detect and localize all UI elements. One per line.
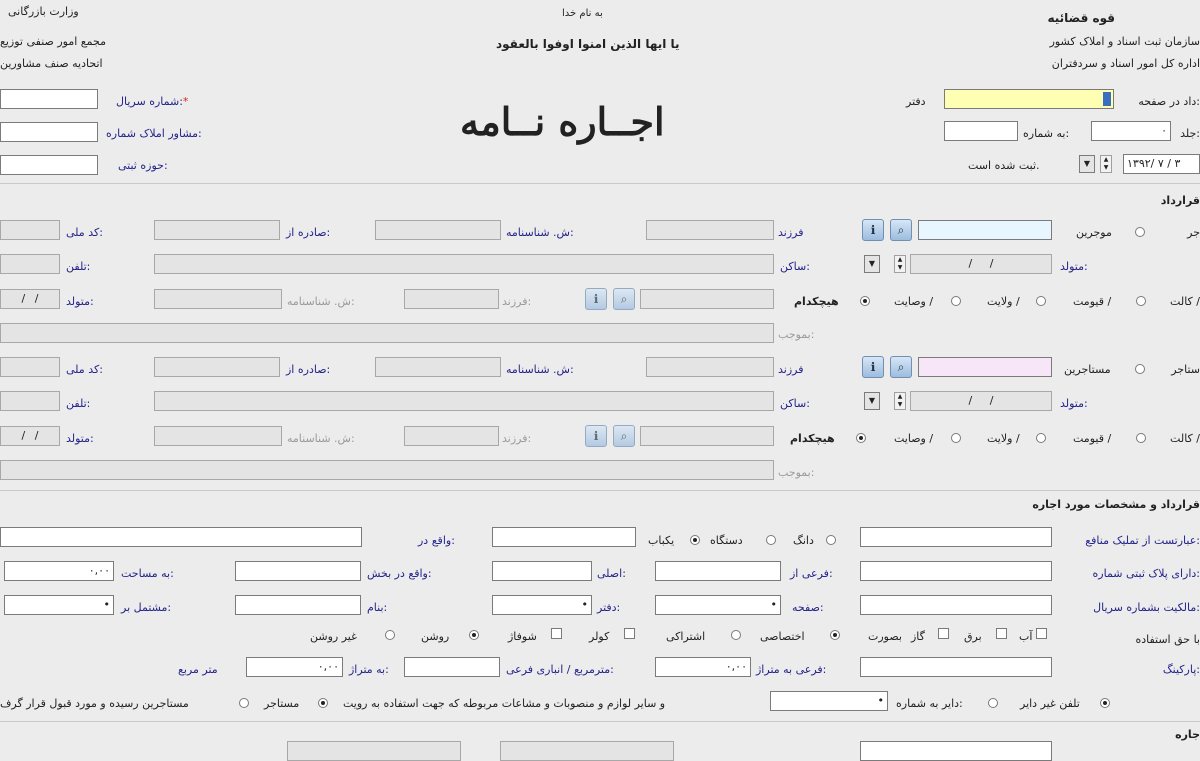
yekbab-radio[interactable] bbox=[690, 535, 700, 545]
tenant-name-input[interactable] bbox=[918, 357, 1052, 377]
tenant-rep-motavalled-input: / / bbox=[0, 426, 60, 446]
anbari-metraj-input[interactable]: ۰,۰۰ bbox=[246, 657, 343, 677]
masahat-input[interactable]: ۰,۰۰ bbox=[4, 561, 114, 581]
landlord-name-input[interactable] bbox=[918, 220, 1052, 240]
shenasname-label: ش. شناسنامه: bbox=[506, 226, 574, 239]
verse-text: یا ایها الذین امنوا اوفوا بالعقود bbox=[496, 37, 680, 51]
rep-farzand-label: فرزند: bbox=[502, 295, 532, 308]
info-icon[interactable]: ℹ bbox=[862, 219, 884, 241]
registry-org-line: سازمان ثبت اسناد و املاک کشور bbox=[1049, 35, 1200, 48]
tenant-rep-vesayat-label: وصایت / bbox=[894, 432, 934, 445]
saken-label: ساکن: bbox=[780, 260, 810, 273]
date-dropdown-icon[interactable]: ▼ bbox=[864, 392, 880, 410]
benam-input[interactable] bbox=[235, 595, 361, 615]
info-icon[interactable]: ℹ bbox=[585, 288, 607, 310]
bismillah-text: به نام خدا bbox=[562, 8, 603, 19]
pelak-label: دارای پلاک ثبتی شماره: bbox=[1092, 567, 1200, 580]
bemojeb-label: بموجب: bbox=[778, 328, 815, 341]
property-heading: قرارداد و مشخصات مورد اجاره bbox=[1032, 498, 1200, 511]
vaghe-dar-input[interactable] bbox=[0, 527, 362, 547]
tenant-motavalled-input[interactable]: / / bbox=[910, 391, 1052, 411]
tel-number-select[interactable]: • bbox=[770, 691, 888, 711]
rent-input[interactable] bbox=[860, 741, 1052, 761]
tel-ghair-radio[interactable] bbox=[1100, 698, 1110, 708]
tenant-rep-motavalled-label: متولد: bbox=[66, 432, 94, 445]
dang-radio[interactable] bbox=[826, 535, 836, 545]
tel-dayer-label: دایر به شماره: bbox=[896, 697, 963, 710]
rep-name-input bbox=[640, 289, 774, 309]
serial-input[interactable] bbox=[0, 89, 98, 109]
registry-area-label: حوزه ثبتی: bbox=[118, 159, 168, 172]
daftar-label: دفتر bbox=[906, 95, 926, 108]
tenants-radio[interactable] bbox=[1135, 364, 1145, 374]
tenant-shenasname-label: ش. شناسنامه: bbox=[506, 363, 574, 376]
info-icon[interactable]: ℹ bbox=[585, 425, 607, 447]
bakhsh-input[interactable] bbox=[235, 561, 361, 581]
code-melli-label: کد ملی: bbox=[66, 226, 103, 239]
sadere-input[interactable] bbox=[154, 220, 280, 240]
yekbab-label: یکباب bbox=[648, 534, 675, 547]
rep-vesayat-label: وصایت / bbox=[894, 295, 934, 308]
rep-vekalat-radio[interactable] bbox=[1136, 296, 1146, 306]
tel-ghair-label: تلفن غیر دایر bbox=[1020, 697, 1080, 710]
moshtamel-label: مشتمل بر: bbox=[121, 601, 172, 614]
tenant-address-input[interactable] bbox=[154, 391, 774, 411]
safhe-select[interactable]: • bbox=[655, 595, 781, 615]
ebarat-label: عبارتست از تملیک منافع: bbox=[1085, 534, 1200, 547]
daftar-field-label: دفتر: bbox=[597, 601, 621, 614]
tenant-shenasname-input[interactable] bbox=[375, 357, 501, 377]
ekhtesasi-label: اختصاصی bbox=[760, 630, 805, 643]
rep-ghaymumat-label: قیومت / bbox=[1073, 295, 1112, 308]
tenant-sadere-label: صادره از: bbox=[286, 363, 331, 376]
eshteraki-label: اشتراکی bbox=[666, 630, 706, 643]
daftar-select[interactable]: • bbox=[492, 595, 592, 615]
date-dropdown-icon[interactable]: ▼ bbox=[1079, 155, 1095, 173]
rep-velayat-radio[interactable] bbox=[951, 296, 961, 306]
benam-label: بنام: bbox=[367, 601, 388, 614]
malekiat-input[interactable] bbox=[860, 595, 1052, 615]
consultants-union-text: اتحادیه صنف مشاورین bbox=[0, 57, 103, 70]
tenant-rep-none-radio[interactable] bbox=[856, 433, 866, 443]
tenant-sadere-input[interactable] bbox=[154, 357, 280, 377]
tenant-bemojeb-label: بموجب: bbox=[778, 466, 815, 479]
farei-metraj-label: فرعی به متراژ: bbox=[756, 663, 827, 676]
rep-none-radio[interactable] bbox=[860, 296, 870, 306]
motavalled-label: متولد: bbox=[1060, 260, 1088, 273]
pelak-input[interactable] bbox=[860, 561, 1052, 581]
gheir-roshan-radio[interactable] bbox=[385, 630, 395, 640]
rent-date-input-1[interactable] bbox=[500, 741, 674, 761]
tenant-rep-velayat-label: ولایت / bbox=[987, 432, 1020, 445]
tenant-rep-velayat-radio[interactable] bbox=[951, 433, 961, 443]
guild-assembly-text: مجمع امور صنفی توزیع bbox=[0, 35, 107, 48]
shenasname-input[interactable] bbox=[375, 220, 501, 240]
jeld-input[interactable]: ۰ bbox=[1091, 121, 1171, 141]
tenant-rep-vekalat-radio[interactable] bbox=[1136, 433, 1146, 443]
ab-label: آب bbox=[1019, 630, 1033, 643]
consultant-input[interactable] bbox=[0, 122, 98, 142]
jeld-label: جلد: bbox=[1180, 127, 1200, 140]
mostajer-label: مستاجر bbox=[264, 697, 300, 710]
tenant-side-label: ستاجر bbox=[1171, 363, 1200, 376]
shofaj-label: شوفاژ bbox=[508, 630, 537, 643]
asli-label: اصلی: bbox=[597, 567, 626, 580]
tenant-rep-farzand-label: فرزند: bbox=[502, 432, 532, 445]
ab-checkbox[interactable] bbox=[1036, 628, 1047, 639]
tenant-rep-vekalat-label: کالت / bbox=[1170, 432, 1200, 445]
rent-heading: جاره bbox=[1175, 728, 1200, 741]
mostajerin-radio[interactable] bbox=[239, 698, 249, 708]
date-input[interactable]: ۱۳۹۲/ ۷ / ۳ bbox=[1123, 154, 1200, 174]
eshteraki-radio[interactable] bbox=[731, 630, 741, 640]
asli-input[interactable] bbox=[492, 561, 592, 581]
tenants-radio-label: مستاجرین bbox=[1064, 363, 1111, 376]
mostajerin-text: مستاجرین رسیده و مورد قبول قرار گرف bbox=[0, 697, 189, 710]
parking-label: پارکینگ: bbox=[1162, 663, 1200, 676]
tenant-motavalled-label: متولد: bbox=[1060, 397, 1088, 410]
gaz-checkbox[interactable] bbox=[938, 628, 949, 639]
serial-label: شماره سریال:* bbox=[116, 95, 189, 108]
tenant-farzand-input[interactable] bbox=[646, 357, 774, 377]
date-spinner-icon[interactable]: ▲ ▼ bbox=[894, 255, 906, 273]
date-spinner-icon[interactable]: ▲ ▼ bbox=[1100, 155, 1112, 173]
text-cursor-icon bbox=[1103, 92, 1111, 106]
tenant-saken-label: ساکن: bbox=[780, 397, 810, 410]
rep-velayat-label: ولایت / bbox=[987, 295, 1020, 308]
rent-date-input-2[interactable] bbox=[287, 741, 461, 761]
info-icon[interactable]: ℹ bbox=[862, 356, 884, 378]
search-icon[interactable]: ⌕ bbox=[890, 356, 912, 378]
gheir-roshan-label: غیر روشن bbox=[310, 630, 357, 643]
tenant-rep-ghaymumat-radio[interactable] bbox=[1036, 433, 1046, 443]
parking-input[interactable] bbox=[860, 657, 1052, 677]
farzand-input[interactable] bbox=[646, 220, 774, 240]
anbari-input[interactable] bbox=[404, 657, 500, 677]
tenant-rep-name-input bbox=[640, 426, 774, 446]
tenant-code-melli-label: کد ملی: bbox=[66, 363, 103, 376]
safhe-label: صفحه: bbox=[792, 601, 824, 614]
tenant-bemojeb-input bbox=[0, 460, 774, 480]
farei-az-label: فرعی از: bbox=[790, 567, 833, 580]
be-shomare-label: به شماره: bbox=[1023, 127, 1070, 140]
rep-shenasname-input bbox=[154, 289, 282, 309]
search-icon[interactable]: ⌕ bbox=[890, 219, 912, 241]
tenant-code-melli-input[interactable] bbox=[0, 357, 60, 377]
date-spinner-icon[interactable]: ▲ ▼ bbox=[894, 392, 906, 410]
roshan-radio[interactable] bbox=[469, 630, 479, 640]
consultant-label: مشاور املاک شماره: bbox=[106, 127, 202, 140]
malekiat-label: مالکیت بشماره سریال: bbox=[1093, 601, 1200, 614]
ministry-text: وزارت بازرگانی bbox=[8, 5, 79, 18]
page-input[interactable] bbox=[944, 89, 1114, 109]
vaghe-dar-label: واقع در: bbox=[418, 534, 455, 547]
bemojeb-input bbox=[0, 323, 774, 343]
ebarat-input[interactable] bbox=[860, 527, 1052, 547]
be-metraj-label: به متراژ: bbox=[349, 663, 389, 676]
tajhizat-text: و سایر لوازم و منصوبات و مشاعات مربوطه که جهت استفاده به رویت bbox=[343, 697, 666, 710]
rep-none-label: هیچکدام bbox=[794, 295, 839, 308]
vaghe-bakhsh-label: واقع در بخش: bbox=[367, 567, 432, 580]
rep-motavalled-input: / / bbox=[0, 289, 60, 309]
haq-label: با حق استفاده bbox=[1135, 633, 1200, 646]
besurat-label: بصورت bbox=[868, 630, 902, 643]
farei-metraj-input[interactable]: ۰,۰۰ bbox=[655, 657, 751, 677]
ekhtesasi-radio[interactable] bbox=[830, 630, 840, 640]
tel-dayer-radio[interactable] bbox=[988, 698, 998, 708]
roshan-label: روشن bbox=[421, 630, 450, 643]
landlords-radio[interactable] bbox=[1135, 227, 1145, 237]
tenant-rep-shenasname-label: ش. شناسنامه: bbox=[287, 432, 355, 445]
tenant-rep-none-label: هیچکدام bbox=[790, 432, 835, 445]
tenant-rep-ghaymumat-label: قیومت / bbox=[1073, 432, 1112, 445]
shomare-input[interactable] bbox=[944, 121, 1018, 141]
unit-count-input[interactable] bbox=[492, 527, 636, 547]
metr-morabba-label: متر مربع bbox=[178, 663, 218, 676]
rep-shenasname-label: ش. شناسنامه: bbox=[287, 295, 355, 308]
address-input[interactable] bbox=[154, 254, 774, 274]
shofaj-checkbox[interactable] bbox=[551, 628, 562, 639]
bargh-checkbox[interactable] bbox=[996, 628, 1007, 639]
farei-az-input[interactable] bbox=[655, 561, 781, 581]
search-icon[interactable]: ⌕ bbox=[613, 425, 635, 447]
dang-label: دانگ bbox=[793, 534, 814, 547]
rep-vekalat-label: کالت / bbox=[1170, 295, 1200, 308]
tenant-rep-shenasname-input bbox=[154, 426, 282, 446]
deeds-office-line: اداره کل امور اسناد و سردفتران bbox=[1051, 57, 1200, 70]
rep-ghaymumat-radio[interactable] bbox=[1036, 296, 1046, 306]
gaz-label: گاز bbox=[911, 630, 925, 643]
tenant-telephone-label: تلفن: bbox=[66, 397, 91, 410]
document-title: اجــاره نــامه bbox=[460, 99, 665, 144]
registered-text: ثبت شده است. bbox=[968, 159, 1040, 172]
tenant-telephone-input[interactable] bbox=[0, 391, 60, 411]
kooler-label: کولر bbox=[589, 630, 610, 643]
sadere-label: صادره از: bbox=[286, 226, 331, 239]
tenant-rep-farzand-input bbox=[404, 426, 499, 446]
tenant-farzand-label: فرزند bbox=[778, 363, 804, 376]
judiciary-title: قوه قضائیه bbox=[1047, 11, 1115, 25]
bargh-label: برق bbox=[964, 630, 982, 643]
farzand-label: فرزند bbox=[778, 226, 804, 239]
telephone-label: تلفن: bbox=[66, 260, 91, 273]
kooler-checkbox[interactable] bbox=[624, 628, 635, 639]
dastgah-radio[interactable] bbox=[766, 535, 776, 545]
moshtamel-select[interactable]: • bbox=[4, 595, 114, 615]
motavalled-input[interactable]: / / bbox=[910, 254, 1052, 274]
registry-area-input[interactable] bbox=[0, 155, 98, 175]
rep-farzand-input bbox=[404, 289, 499, 309]
rep-motavalled-label: متولد: bbox=[66, 295, 94, 308]
telephone-input[interactable] bbox=[0, 254, 60, 274]
dastgah-label: دستگاه bbox=[710, 534, 743, 547]
date-dropdown-icon[interactable]: ▼ bbox=[864, 255, 880, 273]
be-masahat-label: به مساحت: bbox=[121, 567, 174, 580]
mostajer-radio[interactable] bbox=[318, 698, 328, 708]
landlords-radio-label: موجرین bbox=[1076, 226, 1112, 239]
metr-anbari-label: مترمربع / انباری فرعی: bbox=[506, 663, 614, 676]
code-melli-input[interactable] bbox=[0, 220, 60, 240]
parties-heading: قرارداد bbox=[1160, 194, 1200, 207]
search-icon[interactable]: ⌕ bbox=[613, 288, 635, 310]
page-label: داد در صفحه: bbox=[1138, 95, 1200, 108]
landlord-side-label: جر bbox=[1187, 226, 1200, 239]
